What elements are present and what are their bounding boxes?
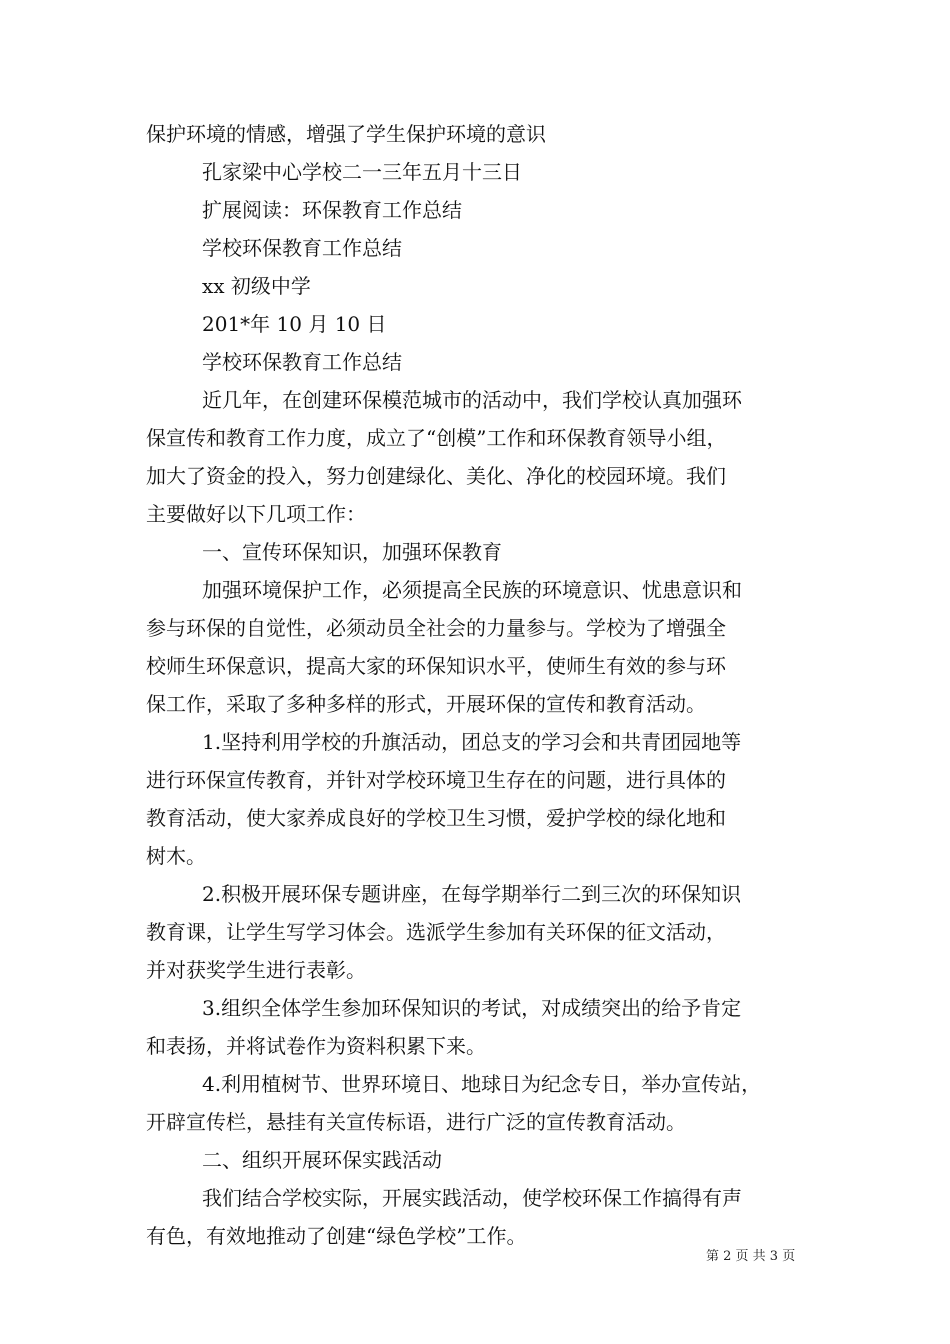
text-line: 保护环境的情感，增强了学生保护环境的意识 xyxy=(146,122,546,146)
text-line: 二、组织开展环保实践活动 xyxy=(202,1148,442,1172)
text-line: 树木。 xyxy=(146,844,206,868)
text-line: 3.组织全体学生参加环保知识的考试，对成绩突出的给予肯定 xyxy=(202,996,742,1020)
text-line: 校师生环保意识，提高大家的环保知识水平，使师生有效的参与环 xyxy=(146,654,726,678)
text-line: 加大了资金的投入，努力创建绿化、美化、净化的校园环境。我们 xyxy=(146,464,726,488)
text-line: 参与环保的自觉性，必须动员全社会的力量参与。学校为了增强全 xyxy=(146,616,726,640)
page-number: 第 2 页 共 3 页 xyxy=(706,1249,796,1264)
text-line: 201*年 10 月 10 日 xyxy=(202,312,387,336)
text-line: 保宣传和教育工作力度，成立了“创模”工作和环保教育领导小组， xyxy=(146,426,727,450)
text-line: 学校环保教育工作总结 xyxy=(202,350,402,374)
text-line: 我们结合学校实际，开展实践活动，使学校环保工作搞得有声 xyxy=(202,1186,742,1210)
text-line: 开辟宣传栏，悬挂有关宣传标语，进行广泛的宣传教育活动。 xyxy=(146,1110,686,1134)
text-line: 加强环境保护工作，必须提高全民族的环境意识、忧患意识和 xyxy=(202,578,742,602)
text-line: 保工作，采取了多种多样的形式，开展环保的宣传和教育活动。 xyxy=(146,692,706,716)
text-line: 并对获奖学生进行表彰。 xyxy=(146,958,366,982)
text-line: 有色，有效地推动了创建“绿色学校”工作。 xyxy=(146,1224,527,1248)
text-line: 4.利用植树节、世界环境日、地球日为纪念专日，举办宣传站， xyxy=(202,1072,762,1096)
text-line: 教育活动，使大家养成良好的学校卫生习惯，爱护学校的绿化地和 xyxy=(146,806,726,830)
text-line: 学校环保教育工作总结 xyxy=(202,236,402,260)
text-line: 和表扬，并将试卷作为资料积累下来。 xyxy=(146,1034,486,1058)
text-line: 教育课，让学生写学习体会。选派学生参加有关环保的征文活动， xyxy=(146,920,726,944)
text-line: 近几年，在创建环保模范城市的活动中，我们学校认真加强环 xyxy=(202,388,742,412)
text-line: 孔家梁中心学校二一三年五月十三日 xyxy=(202,160,522,184)
text-line: 进行环保宣传教育，并针对学校环境卫生存在的问题，进行具体的 xyxy=(146,768,726,792)
text-line: xx 初级中学 xyxy=(202,274,311,298)
text-line: 扩展阅读：环保教育工作总结 xyxy=(202,198,462,222)
text-line: 1.坚持利用学校的升旗活动，团总支的学习会和共青团园地等 xyxy=(202,730,742,754)
text-line: 2.积极开展环保专题讲座，在每学期举行二到三次的环保知识 xyxy=(202,882,742,906)
text-line: 主要做好以下几项工作： xyxy=(146,502,366,526)
text-line: 一、宣传环保知识，加强环保教育 xyxy=(202,540,502,564)
